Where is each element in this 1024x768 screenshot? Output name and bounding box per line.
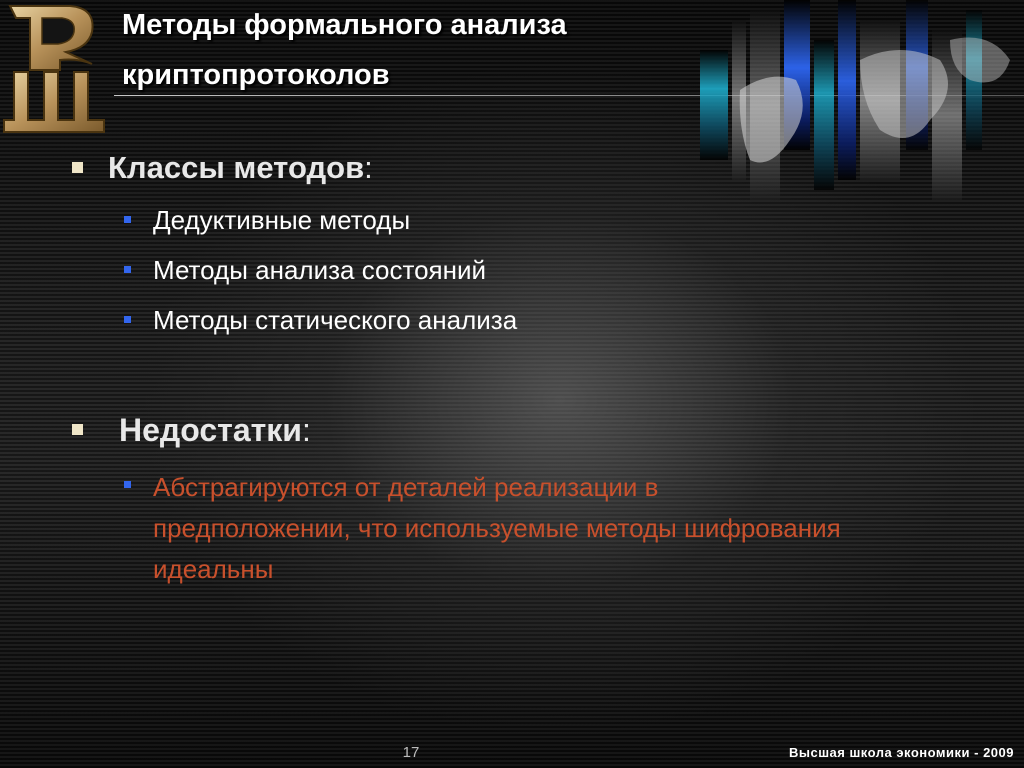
list-item-text: Методы анализа состояний [153,255,487,285]
section-classes [72,150,373,186]
square-bullet-icon [124,266,131,273]
square-bullet-icon [72,162,83,173]
list-item [124,302,517,339]
list-item [124,252,486,289]
hse-logo-icon [0,0,116,142]
page-number: 17 [402,744,420,761]
list-item-text: Методы статического анализа [153,305,518,335]
square-bullet-icon [124,481,131,488]
list-item [124,202,410,239]
section-heading: Классы методов [108,150,365,185]
list-item-text: Абстрагируются от деталей реализации в предположении, что используемые методы шифрования идеальны [153,472,841,584]
section-drawbacks [72,412,311,449]
footer-organization: Высшая школа экономики - 2009 [788,745,1014,760]
list-item [124,467,844,590]
title-line-1: Методы формального анализа [122,9,567,41]
heading-colon: : [364,150,373,185]
list-item-text: Дедуктивные методы [153,205,411,235]
heading-colon: : [301,412,311,448]
section-heading: Недостатки [119,412,302,448]
square-bullet-icon [124,216,131,223]
square-bullet-icon [72,424,83,435]
world-map-stripes-icon [700,0,1024,205]
title-line-2: криптопротоколов [122,59,390,91]
slide-title [122,0,762,100]
square-bullet-icon [124,316,131,323]
